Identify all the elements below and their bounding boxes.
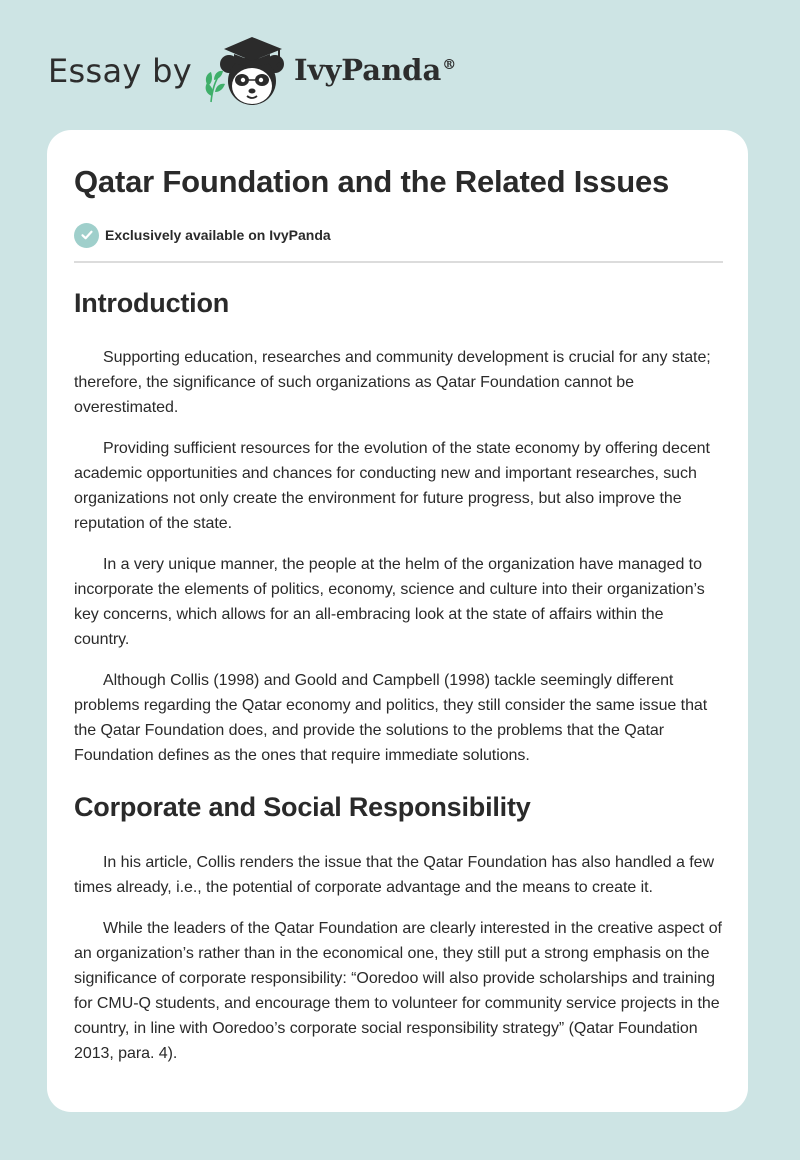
- section-heading: Introduction: [74, 288, 230, 318]
- section-introduction: [74, 278, 723, 768]
- badge-label: Exclusively available on IvyPanda: [105, 227, 331, 243]
- article-card: [47, 130, 748, 1112]
- paragraph: In his article, Collis renders the issue that the Qatar Foundation has also handled a few times already, i.e., the potential of corporate advantage and the means to create it.: [74, 854, 715, 896]
- paragraph: Providing sufficient resources for the evolution of the state economy by offering decent academic opportunities and chances for conducting new and important researches, such organizations not only create the environment for future progress, but also improve the reputation of the state.: [74, 440, 710, 532]
- panda-graduate-icon: [202, 34, 294, 110]
- paragraph: While the leaders of the Qatar Foundation are clearly interested in the creative aspect of an organization’s rather than in the economical one, they still put a strong emphasis on the significance of corporate responsibility: “Ooredoo will also provide scholarships and training for CMU-Q students, and encourage them to volunteer for community service projects in the country, in line with Ooredoo’s corporate social responsibility strategy” (Qatar Foundation 2013, para. 4).: [74, 920, 722, 1062]
- article-body: [74, 278, 723, 1082]
- section-corporate-social-responsibility: [74, 784, 723, 1066]
- paragraph: Supporting education, researches and community development is crucial for any state; therefore, the significance of such organizations as Qatar Foundation cannot be overestimated.: [74, 349, 711, 416]
- registered-mark: ®: [442, 57, 457, 74]
- site-header[interactable]: [48, 34, 468, 114]
- check-circle-icon: [74, 223, 99, 248]
- paragraph: In a very unique manner, the people at the helm of the organization have managed to incorporate the elements of politics, economy, science and culture into their organization’s key concerns, which allows for an all-embracing look at the state of affairs within the country.: [74, 556, 705, 648]
- section-heading: Corporate and Social Responsibility: [74, 792, 531, 822]
- brand-prefix: Essay by: [48, 52, 192, 90]
- paragraph: Although Collis (1998) and Goold and Campbell (1998) tackle seemingly different problems regarding the Qatar economy and politics, they still consider the same issue that the Qatar Foundation does, and provide the solutions to the problems that the Qatar Foundation defines as the ones that require immediate solutions.: [74, 672, 708, 764]
- brand-name: IvyPanda®: [294, 53, 457, 87]
- page-title: Qatar Foundation and the Related Issues: [74, 164, 670, 199]
- exclusive-badge: [74, 222, 331, 248]
- divider: [74, 261, 723, 263]
